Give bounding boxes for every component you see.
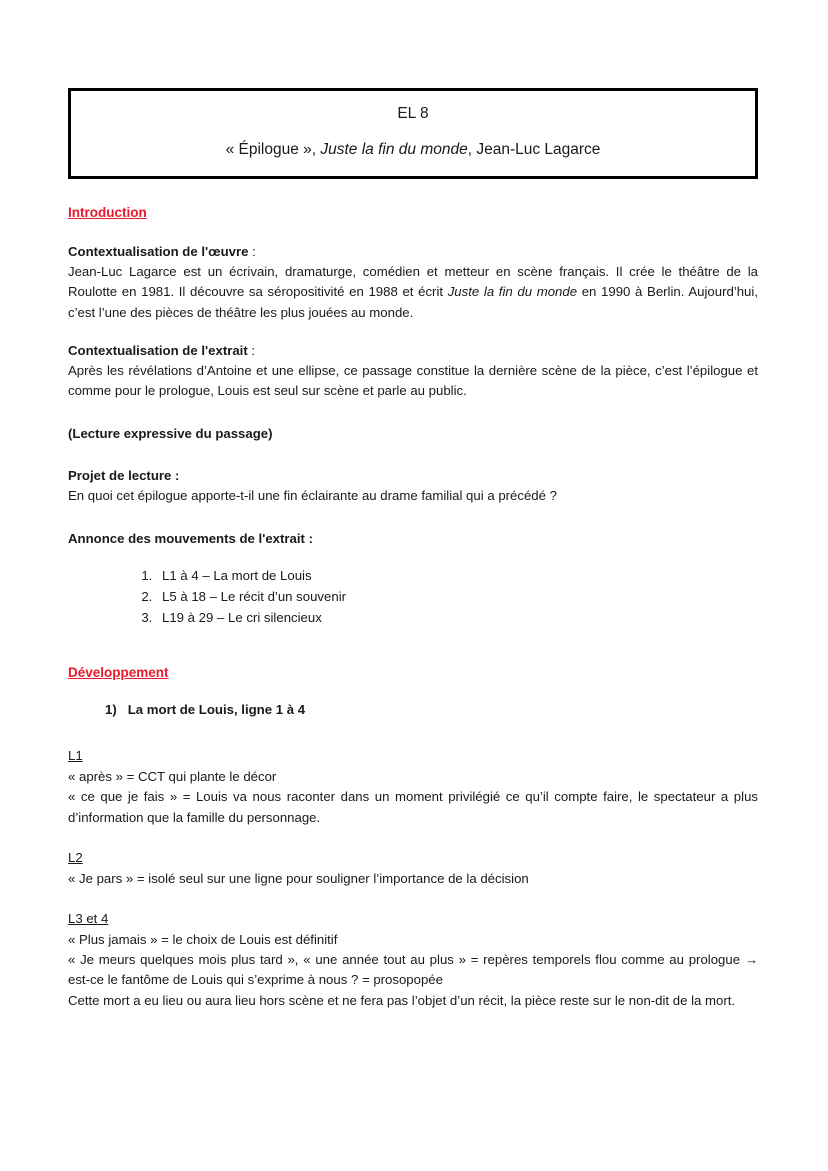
l1-line-2: « ce que je fais » = Louis va nous raconter dans un moment privilégié ce qu’il compte faire, le spectateur a plus d’information que la famille du personnage. — [68, 789, 758, 825]
subtitle-suffix: , Jean-Luc Lagarce — [467, 141, 601, 159]
oeuvre-text-part2: en 1990 à Berlin. Aujourd’hui, c’est l’une des pièces de théâtre les plus jouées au monde. — [68, 284, 758, 320]
line-ref-l2: L2 — [68, 850, 83, 866]
title-box — [68, 88, 758, 179]
subpart-title: La mort de Louis, ligne 1 à 4 — [127, 701, 306, 717]
label-contextualisation-extrait — [68, 341, 758, 361]
lecture-expressive-note: (Lecture expressive du passage) — [68, 425, 273, 441]
paragraph-projet-de-lecture: En quoi cet épilogue apporte-t-il une fin éclairante au drame familial qui a précédé ? — [68, 488, 557, 504]
label-contextualisation-oeuvre-text: Contextualisation de l'œuvre — [68, 243, 249, 259]
list-item: 2. L5 à 18 – Le récit d’un souvenir — [156, 587, 758, 608]
document-title: EL 8 — [397, 105, 429, 122]
heading-developpement: Développement — [68, 664, 169, 680]
l1-line-1: « après » = CCT qui plante le décor — [68, 768, 277, 784]
label-contextualisation-oeuvre-colon: : — [248, 243, 256, 259]
label-contextualisation-extrait-colon: : — [247, 343, 256, 359]
document-content — [68, 88, 758, 1011]
label-contextualisation-extrait-text: Contextualisation de l'extrait — [68, 343, 248, 359]
list-item: 1. L1 à 4 – La mort de Louis — [156, 566, 758, 587]
right-arrow-icon: → — [744, 951, 758, 967]
oeuvre-text-italic: Juste la fin du monde — [447, 284, 578, 300]
movements-list — [68, 566, 758, 629]
l3-4-line-1: « Plus jamais » = le choix de Louis est définitif — [68, 931, 338, 947]
document-subtitle — [81, 139, 745, 161]
subtitle-prefix: « Épilogue », — [225, 141, 321, 159]
list-item: 3. L19 à 29 – Le cri silencieux — [156, 608, 758, 629]
oeuvre-text-part1: Jean-Luc Lagarce est un écrivain, dramaturge, comédien et metteur en scène français. Il crée le théâtre de la Roulotte en 1981. Il découvre sa séropositivité en 1988 et écrit — [68, 263, 758, 300]
paragraph-contextualisation-extrait: Après les révélations d’Antoine et une ellipse, ce passage constitue la dernière scène de la pièce, c’est l’épilogue et comme pour le prologue, Louis est seul sur scène et parle au public. — [68, 362, 758, 399]
line-ref-l1: L1 — [68, 748, 83, 764]
heading-introduction: Introduction — [68, 204, 147, 220]
l3-4-line-3: Cette mort a eu lieu ou aura lieu hors scène et ne fera pas l’objet d’un récit, la pièce reste sur le non-dit de la mort. — [68, 992, 736, 1008]
label-contextualisation-oeuvre — [68, 242, 758, 262]
work-title: Juste la fin du monde — [320, 141, 468, 159]
subpart-number: 1) — [105, 701, 117, 717]
line-ref-l3-l4: L3 et 4 — [68, 911, 109, 927]
l3-4-line-2 — [68, 950, 758, 991]
subpart-heading-1 — [105, 700, 758, 720]
paragraph-contextualisation-oeuvre — [68, 262, 758, 323]
l3-4-line-2-part-a: « Je meurs quelques mois plus tard », « une année tout au plus » = repères temporels flou comme au prologue — [68, 951, 745, 967]
l3-4-line-2-part-b: est-ce le fantôme de Louis qui s’exprime à nous ? = prosopopée — [68, 972, 443, 988]
label-annonce-mouvements: Annonce des mouvements de l'extrait : — [68, 530, 313, 546]
l2-line-1: « Je pars » = isolé seul sur une ligne pour souligner l’importance de la décision — [68, 870, 529, 886]
label-projet-de-lecture: Projet de lecture : — [68, 468, 180, 484]
